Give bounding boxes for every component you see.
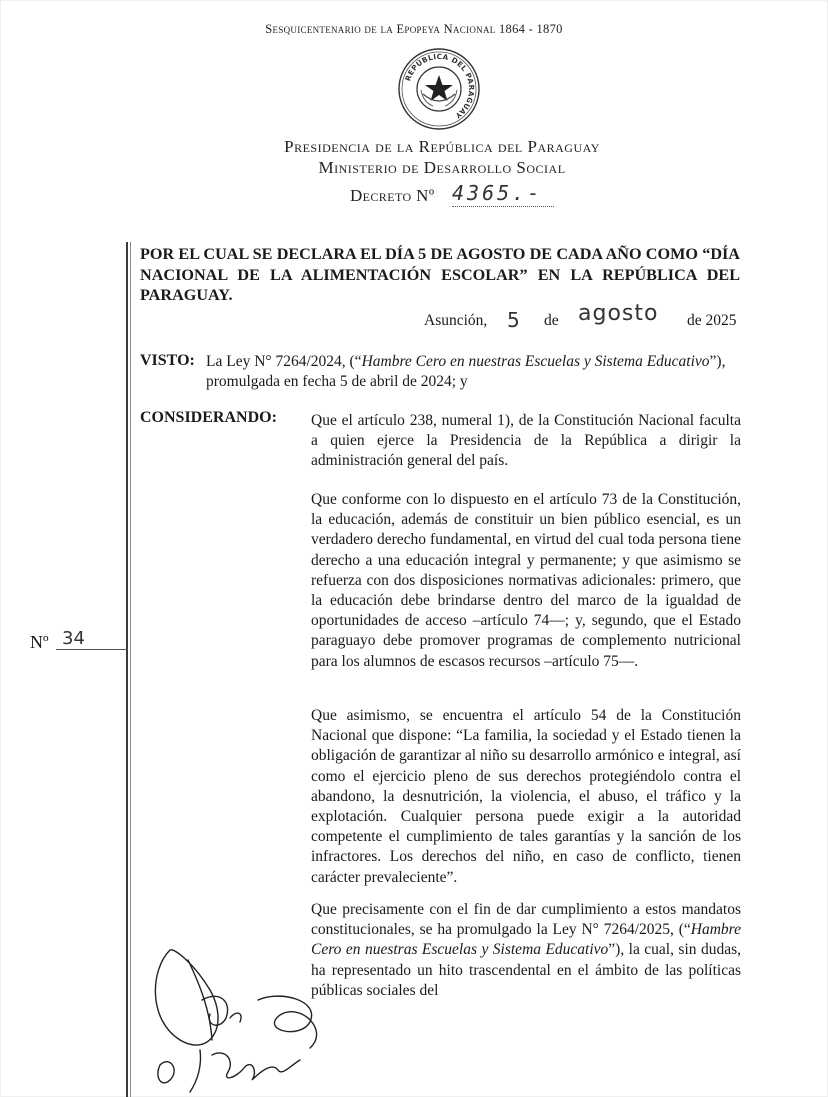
- date-month-handwritten: agosto: [578, 301, 659, 326]
- visto-text-a: La Ley N° 7264/2024, (“: [206, 353, 362, 370]
- paragraph-text: Que asimismo, se encuentra el artículo 54 de la Constitución Nacional que dispone: “La familia, la sociedad y el Estado tienen la obligación de garantizar al niño su desarrollo armónico e integral, así como el ejercicio pleno de sus derechos protegiéndolo contra el abandono, la desnutrición, la violencia, el abuso, el tráfico y la explotación. Cualquier persona puede exigir a la autoridad competente el cumplimiento de tales garantías y la sanción de los infractores. Los derechos del niño, en caso de conflicto, tienen carácter prevaleciente”.: [311, 707, 741, 886]
- national-seal-icon: [396, 46, 482, 132]
- decree-title-text: POR EL CUAL SE DECLARA EL DÍA 5 DE AGOSTO DE CADA AÑO COMO “DÍA NACIONAL DE LA ALIMENTACIÓN ESCOLAR” EN LA REPÚBLICA DEL PARAGUAY.: [140, 245, 740, 304]
- ministerio-title: Ministerio de Desarrollo Social: [318, 158, 566, 177]
- decreto-label: Decreto Nº: [350, 186, 435, 205]
- paragraph-text-a: Que precisamente con el fin de dar cumplimiento a estos mandatos constitucionales, se ha promulgado la Ley N° 7264/2025, (“: [311, 901, 741, 939]
- date-year: de 2025: [687, 312, 737, 329]
- considerando-paragraph-4: [311, 900, 741, 1001]
- considerando-paragraph-2: [311, 490, 741, 672]
- svg-text:REPÚBLICA DEL PARAGUAY: REPÚBLICA DEL PARAGUAY: [403, 51, 477, 121]
- visto-text: [206, 352, 742, 392]
- paragraph-text-b: ”), la cual, sin dudas, ha representado un hito trascendental en el ámbito de las políticas públicas sociales del: [311, 941, 741, 999]
- presidencia-title: Presidencia de la República del Paraguay: [284, 137, 600, 156]
- decree-title: [140, 244, 740, 306]
- signature-icon: [140, 930, 340, 1097]
- sesquicentenario-header: Sesquicentenario de la Epopeya Nacional 1864 - 1870: [265, 22, 563, 36]
- date-de: de: [544, 312, 559, 329]
- date-place: Asunción,: [424, 312, 488, 329]
- decreto-number-handwritten: 4365.-: [452, 181, 554, 207]
- considerando-label: CONSIDERANDO:: [140, 409, 277, 426]
- paragraph-text: Que el artículo 238, numeral 1), de la Constitución Nacional faculta a quien ejerce la Presidencia de la República a dirigir la administración general del país.: [311, 412, 741, 470]
- paragraph-law-title: Hambre Cero en nuestras Escuelas y Sistema Educativo: [311, 921, 741, 959]
- visto-label: VISTO:: [140, 352, 195, 369]
- margin-number-handwritten: 34: [56, 628, 128, 650]
- considerando-paragraph-1: [311, 411, 741, 472]
- considerando-paragraph-3: [311, 706, 741, 888]
- margin-rule-secondary: [130, 242, 131, 1097]
- paragraph-text: Que conforme con lo dispuesto en el artículo 73 de la Constitución, la educación, además de constituir un bien público esencial, es un verdadero derecho fundamental, en virtud del cual toda persona tiene derecho a una educación integral y permanente; y que asimismo se refuerza con dos disposiciones normativas adicionales: primero, que la educación debe brindarse dentro del marco de la igualdad de oportunidades de acceso –artículo 74—; y, segundo, que el Estado paraguayo debe promover programas de complemento nutricional para los alumnos de escasos recursos –artículo 75—.: [311, 491, 741, 670]
- date-day-handwritten: 5: [507, 308, 520, 332]
- visto-law-title: Hambre Cero en nuestras Escuelas y Sistema Educativo: [361, 353, 710, 370]
- margin-number-label: Nº: [30, 632, 49, 652]
- visto-text-b: ”), promulgada en fecha 5 de abril de 2024; y: [206, 353, 726, 390]
- margin-rule: [126, 242, 128, 1097]
